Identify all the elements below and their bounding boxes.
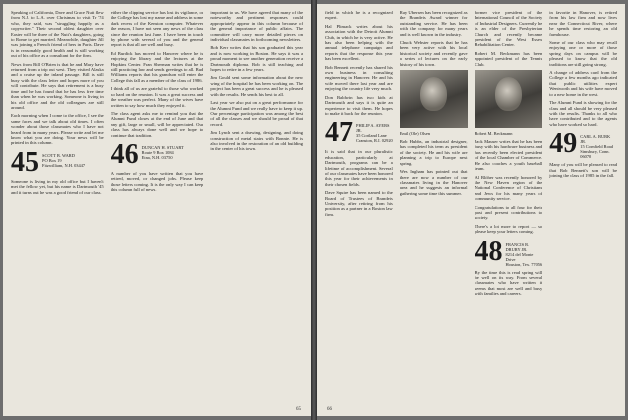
paragraph: By the time this is read spring will be well on its way. From several classmates who have written it seems that most are well and busy with families and careers. (474, 269, 543, 297)
paragraph: field in which he is a recognized expert. (325, 10, 393, 21)
paragraph: Congratulations to all four for their past and present contributions to society. (474, 204, 543, 221)
secretary-city: Houston, Tex. 77056 (505, 261, 543, 267)
portrait-figure (420, 77, 447, 111)
class-heading-47 (325, 117, 393, 149)
paragraph: I think all of us are grateful to those who worked so hard on the reunion. It was a great success and the weather was perfect. Many of the wives have written to say how much they enjoyed it. (110, 86, 204, 108)
secretary-address: 8214 del Monte Drive (505, 251, 534, 262)
paragraph: Someone is living in my old office but I haven't met the fellow yet, but his name is Dartmouth '45 and it turns out he was a good friend of our class. (11, 178, 104, 195)
paragraph: Many of you will be pleased to read that Bob Bennett's son will be joining the class of 1985 in the fall. (549, 162, 617, 178)
page-number: 66 (327, 407, 332, 412)
secretary-city: Fitzwilliam, N.H. 03447 (42, 162, 86, 168)
right-column-1 (325, 10, 393, 402)
paragraph: Jim Lynch sent a drawing, designing, and doing construction of metal stairs with Bonnie. He is also involved in the restoration of an old building in the center of his town. (210, 130, 304, 152)
secretary-name: CARL A. BURK JR. (580, 134, 611, 145)
class-heading-49 (549, 128, 617, 160)
paragraph: Speaking of California, Dave and Grace Nutt flew from N.J. to L.A. over Christmas to visit Tr '74 who, they said, was "struggling happily as a copywriter." Their second oldest daughter over Easter will be three of the Nutt's daughters, going to Rome to get married. Meanwhile, daughter Jill was joining a French friend of hers in Paris. Dave is in reasonably good health and is still working out of his office as a consultant for the firm. (11, 10, 104, 59)
right-column-2 (400, 10, 468, 402)
right-page (317, 4, 625, 416)
paragraph: Some of our class who may recall enjoying one or more of those spring days on campus will be pleased to know that the old traditions are still going strong. (549, 40, 617, 67)
secretary-name: SCOTT B. WARD (42, 152, 75, 158)
paragraph: Hal Plimack writes about his association with the Detroit Alumni Club, in which he is very active. He has also been helping with the annual telephone campaign and reports that the response this year has been excellent. (325, 23, 393, 62)
class-year-number: 46 (110, 138, 139, 170)
portrait-photo (475, 70, 543, 128)
paragraph: important to us. We have agreed that many of the noteworthy and pertinent responses could appropriately appear in this column because of the general importance of public affairs. The committee will carry more detailed pieces on individual classmates in forthcoming newsletters. (210, 10, 304, 43)
secretary-address: 35 Cortland Lane (356, 133, 387, 139)
paragraph: Last year we also put on a great performance for the Alumni Fund and we really have to keep it up. Our percentage participation was among the best of all the classes and we should be proud of that record. (210, 100, 304, 127)
secretary-name: FRANCIS R. DRURY JR. (505, 241, 530, 252)
paragraph: There's a lot more to report — so please keep your letters coming. (474, 223, 543, 235)
photo-caption: Robert M. Beckmann (474, 131, 513, 137)
secretary-city: Cranston, R.I. 02920 (356, 138, 393, 144)
secretary-name: DUNCAN H. STUART (141, 144, 184, 150)
portrait-figure (495, 77, 522, 111)
paragraph: Don Baldwin has two kids at Dartmouth and says it is quite an experience to visit them. He hopes to make it back for the reunion. (325, 94, 393, 116)
class-year-number: 47 (325, 117, 353, 149)
paragraph: Bob Kerr writes that his son graduated this year and is now working in Boston. He says it was a proud moment to see another generation receive a Dartmouth diploma. Bob is still teaching and hopes to retire in a few years. (210, 45, 304, 73)
class-secretary-info (506, 239, 543, 267)
paragraph: News from Bill O'Brien is that he and Mary have returned from a trip out west. They visited Alaska and a cruise up the inland passage. Bill is still busy with the class letter and hopes more of you will contribute. He says that retirement is a busy time and he has found that he has less free time than when he was working. Someone is living in his old office and the old colleagues are still around. (11, 61, 104, 110)
secretary-address: Route 9 Box 1084 (141, 149, 174, 155)
right-column-4 (549, 10, 617, 402)
paragraph: Wes Ingham has pointed out that there are now a number of our classmates living in the Hanover area and he suggests an informal gathering some time this summer. (399, 169, 468, 196)
class-heading-48 (474, 235, 543, 267)
class-heading-46 (110, 138, 204, 170)
photo-caption: Emil (Ole) Olsen (399, 131, 430, 137)
paragraph: It is said that in our pluralistic education, particularly at Dartmouth, programs can be a lifetime of accomplishment. Several of our classmates have been honored this year for their achievements in their chosen fields. (325, 149, 393, 187)
secretary-address: 15 Cornfield Road (580, 144, 613, 150)
left-column-2 (111, 10, 204, 402)
page-number: 65 (296, 407, 301, 412)
paragraph: in favorite in Hanover, is retired from his law firm and now lives near the Connecticut River, where he spends time restoring an old farmhouse. (549, 10, 617, 37)
class-secretary-info (142, 142, 184, 160)
paragraph: Ed Burdick has moved to Hanover where he is enjoying the library and the lectures at the Hopkins Center. Fran Sherman writes that he is still practicing law and sends greetings to all. Bud Williams reports that his grandson will enter the College this fall as a member of the class of 1986. (110, 50, 204, 83)
secretary-city: Etna, N.H. 03750 (141, 154, 173, 160)
class-year-number: 45 (11, 146, 39, 178)
paragraph: Robert M. Beckmann has been appointed president of the Tennis Club. (474, 50, 543, 67)
paragraph: Jack Mauser writes that he has been busy with his hardware business and has recently been elected president of the local Chamber of Commerce. He also coaches a youth baseball team. (474, 139, 543, 172)
portrait-photo (400, 70, 468, 128)
class-secretary-info (42, 150, 85, 168)
class-year-number: 48 (474, 235, 503, 267)
class-secretary-info (580, 131, 617, 159)
secretary-name: PHILIP A. AYERS JR. (356, 123, 390, 134)
paragraph: The class agent asks me to remind you that the Alumni Fund closes at the end of June and that any gift, large or small, will be appreciated. Our class has always done well and we hope to continue that tradition. (110, 110, 204, 138)
left-column-3 (210, 10, 303, 402)
paragraph: Jim Gould sent some information about the new wing of the hospital he has been working on. The project has been a great success and he is pleased with the results. He sends his best to all. (210, 75, 304, 97)
paragraph: Each morning when I come to the office, I see the same faces and we talk about old times. I often wonder about those classmates who I have not heard from in many years. Please write and let me know what you are doing. Your news will be printed in this column. (11, 113, 104, 146)
class-heading-45 (11, 146, 104, 178)
paragraph: A change of address card from the College a few months ago indicated that public utilities expert Wentworth and his wife have moved to a new home in the west. (549, 70, 617, 97)
secretary-city: Simsbury, Conn. 06070 (580, 149, 610, 160)
left-column-1 (11, 10, 104, 402)
class-secretary-info (356, 120, 393, 143)
paragraph: Bob Hubbs, an industrial designer, has completed his term as president of the society. He and his wife are planning a trip to Europe next spring. (399, 139, 468, 166)
class-year-number: 49 (549, 128, 578, 160)
paragraph: Bob Bennett recently has shared his own business in consulting engineering in Hanover. He and his wife moved there last year and are enjoying the country life very much. (325, 64, 393, 92)
paragraph: Al Blöher was recently honored by the New Haven region of the National Conference of Christians and Jews for his many years of community service. (474, 174, 543, 202)
paragraph: either the clipping service has lost its vigilance, or the College has lost my name and address in some dark recess of the Kenston computer. Whatever the reason, I have not seen any news of the class since the reunion last June. I have been in touch by phone with several of you and the general report is that all are well and busy. (110, 10, 204, 48)
left-page (3, 4, 311, 416)
paragraph: former vice president of the International Council of the Society of Industrial Designers. Currently he is an elder of the Presbyterian Church and recently became president of the West Essex Rehabilitation Center. (474, 10, 543, 48)
paragraph: The Alumni Fund is showing for the class and all should be very pleased with the results. Thanks to all who have contributed and to the agents who have worked so hard. (549, 100, 617, 127)
paragraph: Dave Squire has been named to the Board of Trustees of Brandeis University, after retiring from his position as a partner in a Boston law firm. (325, 190, 393, 217)
paragraph: Ray Ubersen has been recognized as the Brandeis Award winner for outstanding service. He has been with the company for many years and is well known in the industry. (399, 10, 468, 37)
paragraph: Chuck Webster reports that he has been very active with his local historical society and recently gave a series of lectures on the early history of his town. (399, 40, 468, 67)
secretary-address: PO Box 19 (42, 157, 62, 163)
right-column-3 (475, 10, 543, 402)
paragraph: A number of you have written that you have retired, moved, or changed jobs. Please keep those letters coming. It is the only way I can keep this column full of news. (110, 170, 204, 193)
